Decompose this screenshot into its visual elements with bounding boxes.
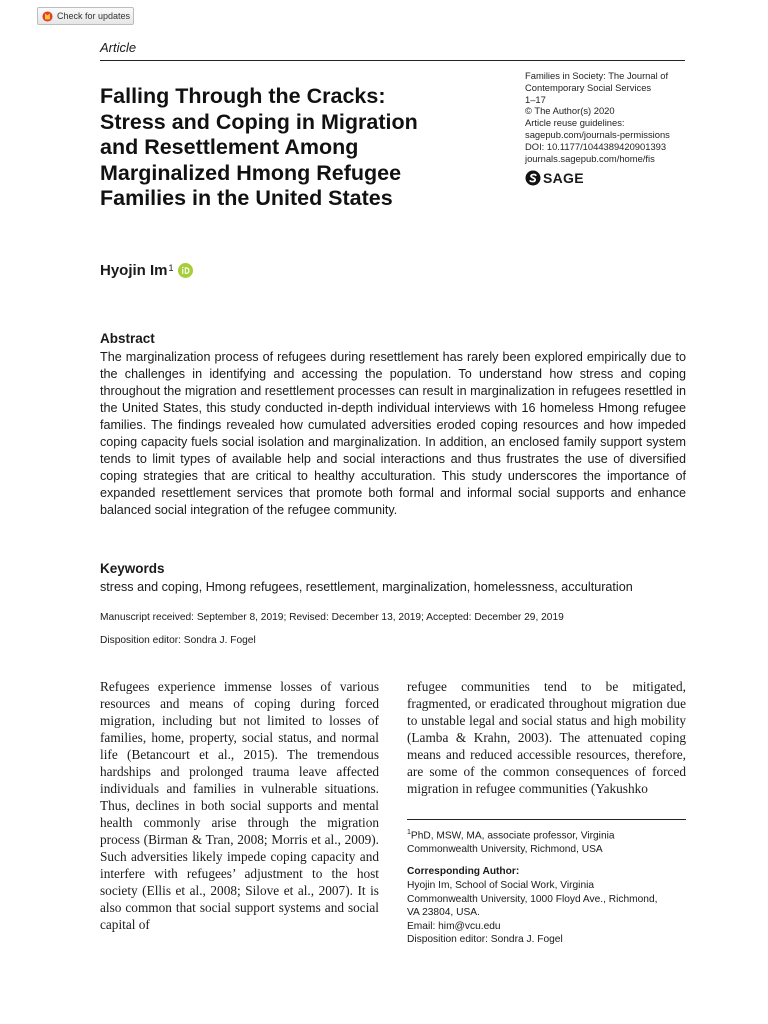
body-text-left-column: Refugees experience immense losses of various resources and means of coping during forced migration, including but not limited to losses of families, home, property, social status, and normal life (Betancourt et al., 2015). The tremendous hardships and prolonged trauma leave affected individuals and families in vulnerable situations. Thus, declines in both social supports and mental health commonly arise through the migration process (Birman & Tran, 2008; Morris et al., 2009). Such adversities likely impede coping capacity and interfere with refugees’ adjustment to the host society (Ellis et al., 2008; Silove et al., 2007). It is also common that social support systems and social capital of bbox=[100, 679, 379, 932]
journal-metadata bbox=[525, 70, 685, 164]
permissions-link[interactable]: sagepub.com/journals-permissions bbox=[525, 128, 670, 140]
sage-icon bbox=[525, 170, 541, 186]
corresponding-line: Hyojin Im, School of Social Work, Virginia bbox=[407, 880, 595, 891]
check-for-updates-button[interactable] bbox=[37, 7, 134, 25]
doi-link[interactable]: DOI: 10.1177/1044389420901393 bbox=[525, 140, 667, 152]
article-type-label: Article bbox=[100, 40, 137, 55]
journal-name: Families in Society: The Journal of bbox=[525, 70, 669, 81]
manuscript-dates: Manuscript received: September 8, 2019; Revised: December 13, 2019; Accepted: December 29, 2019 bbox=[100, 612, 564, 623]
keywords-list: stress and coping, Hmong refugees, resettlement, marginalization, homelessness, acculturation bbox=[100, 580, 633, 594]
title-line: and Resettlement Among bbox=[100, 135, 359, 159]
page-range: 1–17 bbox=[525, 93, 546, 105]
corresponding-author-heading: Corresponding Author: bbox=[407, 866, 520, 877]
header-divider bbox=[100, 60, 685, 61]
footnote-marker: 1 bbox=[407, 829, 411, 836]
author-affiliation-footnote bbox=[407, 826, 686, 857]
footnote-divider bbox=[407, 819, 686, 820]
title-line: Falling Through the Cracks: bbox=[100, 84, 386, 108]
check-for-updates-label: Check for updates bbox=[57, 11, 131, 21]
title-line: Marginalized Hmong Refugee bbox=[100, 160, 402, 185]
body-text-right-column: refugee communities tend to be mitigated, fragmented, or eradicated throughout migration due to unstable legal and social status and high mobility (Lamba & Krahn, 2003). The attenuated coping means and reduced accessible resources, therefore, are some of the common consequences of forced migration in refugee communities (Yakushko bbox=[407, 679, 686, 796]
affiliation-text: PhD, MSW, MA, associate professor, Virginia Commonwealth University, Richmond, USA bbox=[407, 830, 615, 855]
corresponding-author-details bbox=[407, 879, 692, 947]
journal-name: Contemporary Social Services bbox=[525, 81, 652, 93]
abstract-text: The marginalization process of refugees during resettlement has rarely been explored empirically due to the challenges in identifying and accessing the population. To understand how stress and coping throughout the migration and resettlement processes can result in marginalization in refugees resettled in the United States, this study conducted in-depth individual interviews with 16 homeless Hmong refugee families. The findings revealed how cumulated adversities eroded coping resources and how impeded coping capacity fuels social isolation and marginalization. In addition, an enclosed family support system tends to limit types of available help and social interactions and thus frustrates the use of diversified coping strategies that are critical to healthy acculturation. This study underscores the importance of expanded resettlement services that promote both formal and informal social supports and enhance balanced social integration of the refugee community. bbox=[100, 350, 686, 517]
keywords-heading: Keywords bbox=[100, 561, 165, 576]
corresponding-email[interactable]: Email: him@vcu.edu bbox=[407, 920, 501, 932]
sage-logo bbox=[525, 170, 584, 186]
check-updates-icon bbox=[42, 11, 53, 22]
disposition-editor: Disposition editor: Sondra J. Fogel bbox=[100, 635, 256, 646]
reuse-label: Article reuse guidelines: bbox=[525, 117, 625, 129]
journal-homepage-link[interactable]: journals.sagepub.com/home/fis bbox=[525, 152, 655, 164]
corresponding-line: Commonwealth University, 1000 Floyd Ave., Richmond, bbox=[407, 893, 658, 905]
author-affiliation-marker: 1 bbox=[168, 263, 174, 273]
copyright: © The Author(s) 2020 bbox=[525, 105, 615, 117]
corresponding-line: VA 23804, USA. bbox=[407, 907, 480, 919]
title-line: Families in the United States bbox=[100, 186, 393, 210]
author-name[interactable]: Hyojin Im bbox=[100, 262, 168, 279]
corresponding-line: Disposition editor: Sondra J. Fogel bbox=[407, 934, 563, 946]
abstract-heading: Abstract bbox=[100, 331, 155, 346]
article-title bbox=[100, 84, 500, 212]
title-line: Stress and Coping in Migration bbox=[100, 109, 418, 134]
publisher-name: SAGE bbox=[543, 170, 584, 186]
orcid-icon[interactable] bbox=[178, 263, 193, 278]
author-line bbox=[100, 262, 193, 279]
